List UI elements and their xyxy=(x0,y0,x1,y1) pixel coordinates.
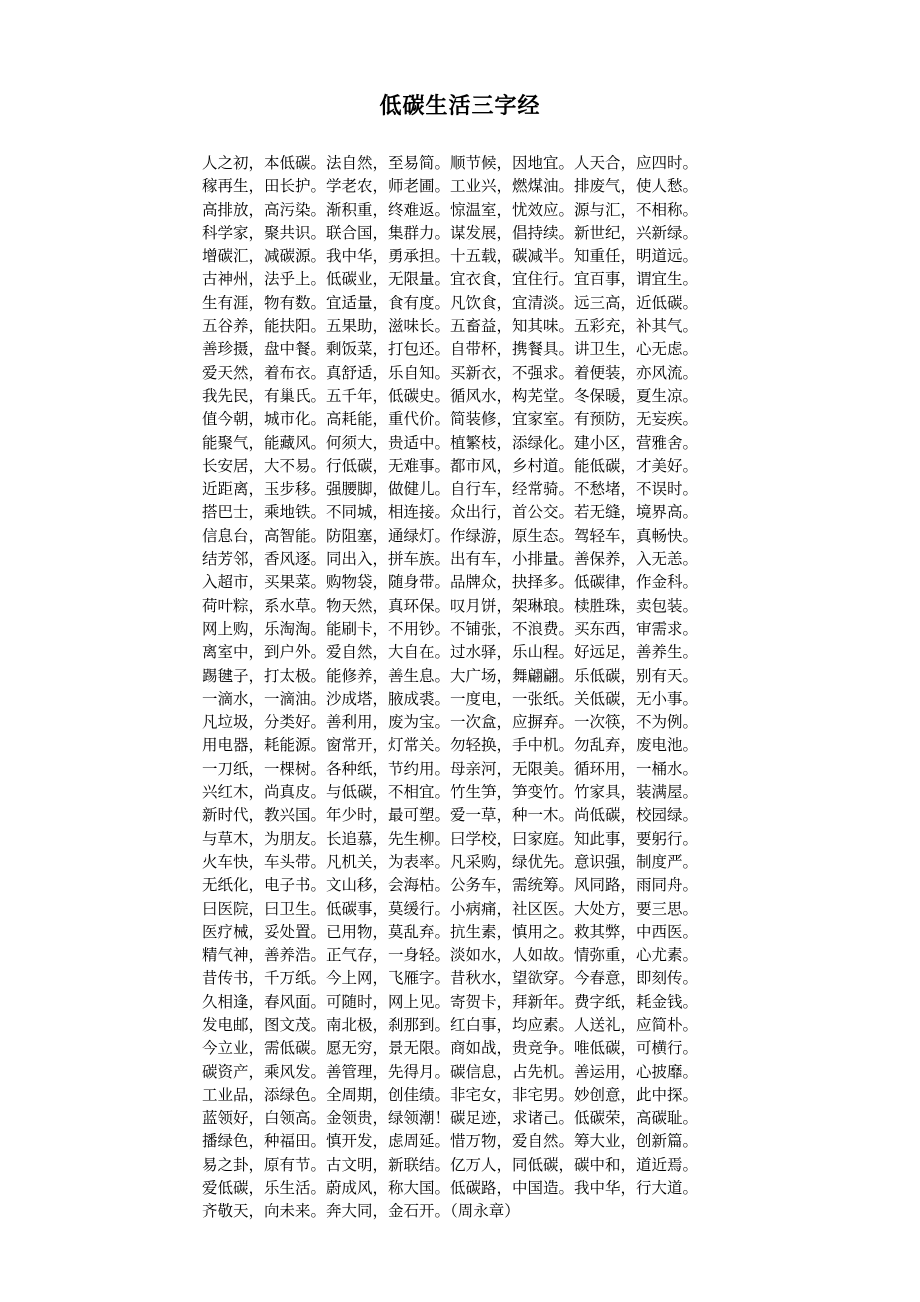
poem-line: 曰医院，曰卫生。低碳事，莫缓行。小病痛，社区医。大处方，要三思。 xyxy=(202,899,699,918)
poem-line: 长安居，大不易。行低碳，无难事。都市风，乡村道。能低碳，才美好。 xyxy=(202,456,699,475)
poem-line: 入超市，买果菜。购物袋，随身带。品牌众，抉择多。低碳律，作金科。 xyxy=(202,573,699,592)
poem-line: 古神州，法乎上。低碳业，无限量。宜衣食，宜住行。宜百事，谓宜生。 xyxy=(202,270,699,289)
poem-line: 生有涯，物有数。宜适量，食有度。凡饮食，宜清淡。远三高，近低碳。 xyxy=(202,293,699,312)
poem-line: 踢毽子，打太极。能修养，善生息。大广场，舞翩翩。乐低碳，别有天。 xyxy=(202,666,699,685)
poem-line: 工业品，添绿色。全周期，创佳绩。非宅女，非宅男。妙创意，此中探。 xyxy=(202,1085,699,1104)
poem-body xyxy=(202,152,722,1224)
poem-line: 稼再生，田长护。学老农，师老圃。工业兴，燃煤油。排废气，使人愁。 xyxy=(202,177,699,196)
poem-line: 精气神，善养浩。正气存，一身轻。淡如水，人如故。情弥重，心尤素。 xyxy=(202,946,699,965)
poem-line: 凡垃圾，分类好。善利用，废为宝。一次盒，应摒弃。一次筷，不为例。 xyxy=(202,713,699,732)
poem-line: 发电邮，图文茂。南北极，刹那到。红白事，均应素。人送礼，应简朴。 xyxy=(202,1015,699,1034)
poem-line: 善珍摄，盘中餐。剩饭菜，打包还。自带杯，携餐具。讲卫生，心无虑。 xyxy=(202,340,699,359)
poem-line: 网上购，乐淘淘。能刷卡，不用钞。不铺张，不浪费。买东西，审需求。 xyxy=(202,619,699,638)
poem-line: 昔传书，千万纸。今上网，飞雁字。昔秋水，望欲穿。今春意，即刻传。 xyxy=(202,969,699,988)
poem-line: 与草木，为朋友。长追慕，先生柳。曰学校，曰家庭。知此事，要躬行。 xyxy=(202,829,699,848)
poem-line: 值今朝，城市化。高耗能，重代价。简装修，宜家室。有预防，无妄疾。 xyxy=(202,410,699,429)
poem-line: 齐敬天，向未来。奔大同，金石开。（周永章） xyxy=(202,1202,520,1221)
poem-line: 离室中，到户外。爱自然，大自在。过水驿，乐山程。好远足，善养生。 xyxy=(202,643,699,662)
poem-line: 增碳汇，减碳源。我中华，勇承担。十五载，碳减半。知重任，明道远。 xyxy=(202,247,699,266)
poem-line: 兴红木，尚真皮。与低碳，不相宜。竹生笋，笋变竹。竹家具，装满屋。 xyxy=(202,783,699,802)
poem-line: 五谷养，能扶阳。五果助，滋味长。五畜益，知其味。五彩充，补其气。 xyxy=(202,317,699,336)
poem-line: 爱低碳，乐生活。蔚成风，称大国。低碳路，中国造。我中华，行大道。 xyxy=(202,1179,699,1198)
poem-line: 新时代，教兴国。年少时，最可塑。爱一草，种一木。尚低碳，校园绿。 xyxy=(202,806,699,825)
poem-line: 播绿色，种福田。慎开发，虑周延。惜万物，爱自然。筹大业，创新篇。 xyxy=(202,1132,699,1151)
poem-line: 荷叶粽，系水草。物天然，真环保。叹月饼，架琳琅。椟胜珠，卖包装。 xyxy=(202,596,699,615)
poem-line: 我先民，有巢氏。五千年，低碳史。循风水，构芜堂。冬保暖，夏生凉。 xyxy=(202,386,699,405)
poem-line: 高排放，高污染。渐积重，终难返。惊温室，忧效应。源与汇，不相称。 xyxy=(202,200,699,219)
poem-line: 爱天然，着布衣。真舒适，乐自知。买新衣，不强求。着便装，亦风流。 xyxy=(202,363,699,382)
page-title: 低碳生活三字经 xyxy=(379,93,541,119)
poem-line: 今立业，需低碳。愿无穷，景无限。商如战，贵竞争。唯低碳，可横行。 xyxy=(202,1039,699,1058)
poem-line: 能聚气，能藏风。何须大，贵适中。植繁枝，添绿化。建小区，营雅舍。 xyxy=(202,433,699,452)
poem-line: 搭巴士，乘地铁。不同城，相连接。众出行，首公交。若无缝，境界高。 xyxy=(202,503,699,522)
poem-line: 久相逢，春风面。可随时，网上见。寄贺卡，拜新年。费字纸，耗金钱。 xyxy=(202,992,699,1011)
poem-line: 火车快，车头带。凡机关，为表率。凡采购，绿优先。意识强，制度严。 xyxy=(202,852,699,871)
poem-line: 人之初，本低碳。法自然，至易简。顺节候，因地宜。人天合，应四时。 xyxy=(202,154,699,172)
poem-line: 用电器，耗能源。窗常开，灯常关。勿轻换，手中机。勿乱弃，废电池。 xyxy=(202,736,699,755)
poem-line: 蓝领好，白领高。金领贵，绿领潮！碳足迹，求诸己。低碳荣，高碳耻。 xyxy=(202,1109,699,1128)
poem-line: 无纸化，电子书。文山移，会海枯。公务车，需统筹。风同路，雨同舟。 xyxy=(202,876,699,895)
poem-line: 近距离，玉步移。强腰脚，做健儿。自行车，经常骑。不愁堵，不误时。 xyxy=(202,480,699,499)
poem-line: 易之卦，原有节。古文明，新联结。亿万人，同低碳，碳中和，道近焉。 xyxy=(202,1155,699,1174)
poem-line: 科学家，聚共识。联合国，集群力。谋发展，倡持续。新世纪，兴新绿。 xyxy=(202,223,699,242)
poem-line: 碳资产，乘风发。善管理，先得月。碳信息，占先机。善运用，心披靡。 xyxy=(202,1062,699,1081)
poem-line: 一滴水，一滴油。沙成塔，腋成裘。一度电，一张纸。关低碳，无小事。 xyxy=(202,689,699,708)
poem-line: 信息台，高智能。防阻塞，通绿灯。作绿游，原生态。驾轻车，真畅快。 xyxy=(202,526,699,545)
poem-line: 一刀纸，一棵树。各种纸，节约用。母亲河，无限美。循环用，一桶水。 xyxy=(202,759,699,778)
poem-line: 结芳邻，香风逐。同出入，拼车族。出有车，小排量。善保养，入无恙。 xyxy=(202,550,699,569)
poem-line: 医疗械，妥处置。已用物，莫乱弃。抗生素，慎用之。救其弊，中西医。 xyxy=(202,922,699,941)
